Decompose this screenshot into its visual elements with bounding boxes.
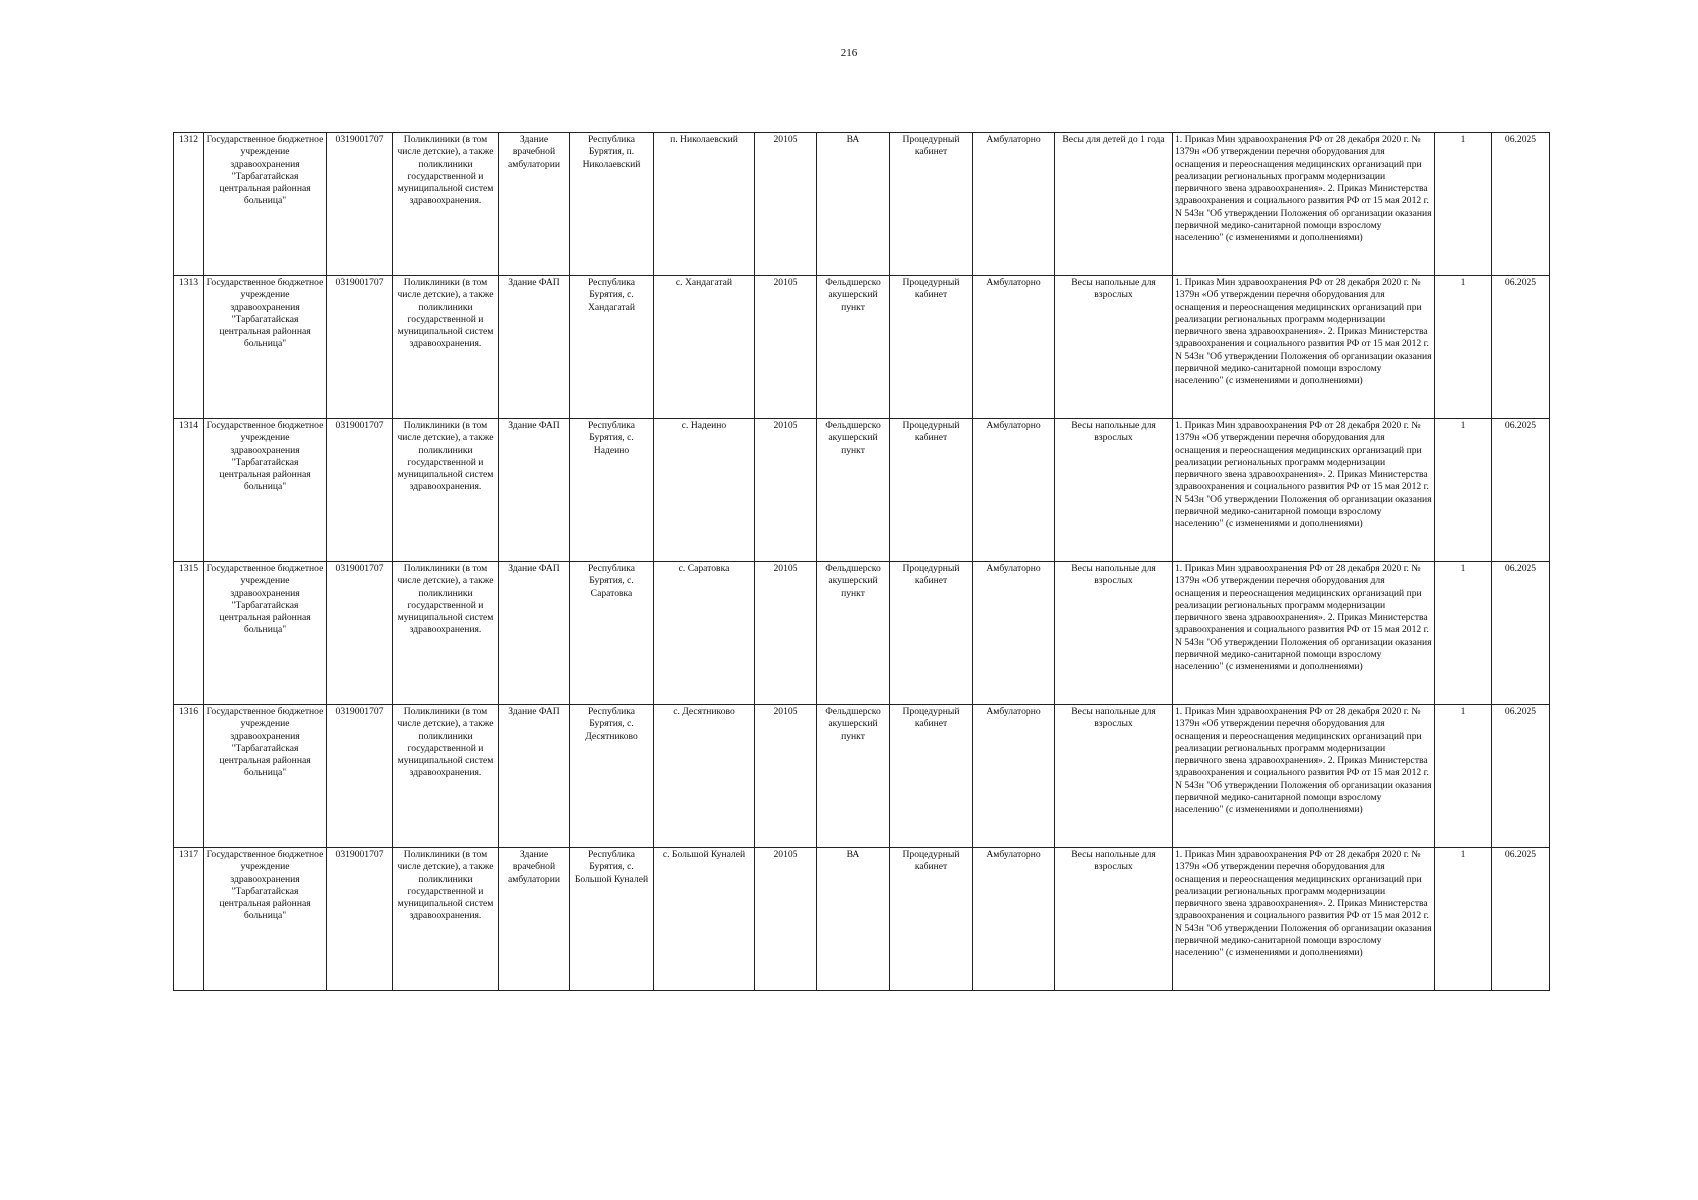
- organization-code: 0319001707: [327, 705, 393, 848]
- quantity: 1: [1435, 419, 1492, 562]
- organization-name: Государственное бюджетное учреждение здравоохранения "Тарбагатайская центральная районная больница": [204, 705, 327, 848]
- equipment-name: Весы напольные для взрослых: [1055, 276, 1173, 419]
- okved-code: 20105: [755, 705, 817, 848]
- table-row: [174, 848, 1550, 991]
- address: Республика Бурятия, с. Хандагатай: [570, 276, 654, 419]
- equipment-name: Весы напольные для взрослых: [1055, 562, 1173, 705]
- delivery-date: 06.2025: [1492, 133, 1550, 276]
- delivery-date: 06.2025: [1492, 705, 1550, 848]
- table-row: [174, 562, 1550, 705]
- delivery-date: 06.2025: [1492, 562, 1550, 705]
- organization-name: Государственное бюджетное учреждение здравоохранения "Тарбагатайская центральная районная больница": [204, 133, 327, 276]
- organization-code: 0319001707: [327, 133, 393, 276]
- organization-name: Государственное бюджетное учреждение здравоохранения "Тарбагатайская центральная районная больница": [204, 848, 327, 991]
- quantity: 1: [1435, 562, 1492, 705]
- legal-basis: 1. Приказ Мин здравоохранения РФ от 28 декабря 2020 г. № 1379н «Об утверждении перечня оборудования для оснащения и переоснащения медицинских организаций при реализации региональных программ модернизации первичного звена здравоохранения». 2. Приказ Министерства здравоохранения и социального развития РФ от 15 мая 2012 г. N 543н "Об утверждении Положения об организации оказания первичной медико-санитарной помощи взрослому населению" (с изменениями и дополнениями): [1173, 419, 1435, 562]
- table-row: [174, 419, 1550, 562]
- equipment-registry-table: [173, 132, 1550, 991]
- settlement: с. Десятниково: [654, 705, 755, 848]
- building: Здание врачебной амбулатории: [499, 848, 570, 991]
- facility-type: Поликлиники (в том числе детские), а также поликлиники государственной и муниципальной систем здравоохранения.: [393, 705, 499, 848]
- quantity: 1: [1435, 848, 1492, 991]
- organization-name: Государственное бюджетное учреждение здравоохранения "Тарбагатайская центральная районная больница": [204, 419, 327, 562]
- settlement: с. Саратовка: [654, 562, 755, 705]
- room: Процедурный кабинет: [890, 419, 973, 562]
- equipment-name: Весы для детей до 1 года: [1055, 133, 1173, 276]
- care-condition: Амбулаторно: [973, 848, 1055, 991]
- okved-code: 20105: [755, 848, 817, 991]
- address: Республика Бурятия, с. Надеино: [570, 419, 654, 562]
- okved-code: 20105: [755, 276, 817, 419]
- settlement: с. Хандагатай: [654, 276, 755, 419]
- row-number: 1312: [174, 133, 204, 276]
- facility-type: Поликлиники (в том числе детские), а также поликлиники государственной и муниципальной систем здравоохранения.: [393, 848, 499, 991]
- unit: ВА: [817, 848, 890, 991]
- row-number: 1314: [174, 419, 204, 562]
- address: Республика Бурятия, п. Николаевский: [570, 133, 654, 276]
- care-condition: Амбулаторно: [973, 419, 1055, 562]
- building: Здание врачебной амбулатории: [499, 133, 570, 276]
- room: Процедурный кабинет: [890, 848, 973, 991]
- room: Процедурный кабинет: [890, 705, 973, 848]
- row-number: 1317: [174, 848, 204, 991]
- facility-type: Поликлиники (в том числе детские), а также поликлиники государственной и муниципальной систем здравоохранения.: [393, 133, 499, 276]
- building: Здание ФАП: [499, 419, 570, 562]
- delivery-date: 06.2025: [1492, 848, 1550, 991]
- table-row: [174, 276, 1550, 419]
- care-condition: Амбулаторно: [973, 705, 1055, 848]
- legal-basis: 1. Приказ Мин здравоохранения РФ от 28 декабря 2020 г. № 1379н «Об утверждении перечня оборудования для оснащения и переоснащения медицинских организаций при реализации региональных программ модернизации первичного звена здравоохранения». 2. Приказ Министерства здравоохранения и социального развития РФ от 15 мая 2012 г. N 543н "Об утверждении Положения об организации оказания первичной медико-санитарной помощи взрослому населению" (с изменениями и дополнениями): [1173, 133, 1435, 276]
- row-number: 1316: [174, 705, 204, 848]
- okved-code: 20105: [755, 562, 817, 705]
- equipment-name: Весы напольные для взрослых: [1055, 705, 1173, 848]
- organization-name: Государственное бюджетное учреждение здравоохранения "Тарбагатайская центральная районная больница": [204, 276, 327, 419]
- building: Здание ФАП: [499, 562, 570, 705]
- organization-code: 0319001707: [327, 276, 393, 419]
- facility-type: Поликлиники (в том числе детские), а также поликлиники государственной и муниципальной систем здравоохранения.: [393, 276, 499, 419]
- building: Здание ФАП: [499, 705, 570, 848]
- facility-type: Поликлиники (в том числе детские), а также поликлиники государственной и муниципальной систем здравоохранения.: [393, 419, 499, 562]
- legal-basis: 1. Приказ Мин здравоохранения РФ от 28 декабря 2020 г. № 1379н «Об утверждении перечня оборудования для оснащения и переоснащения медицинских организаций при реализации региональных программ модернизации первичного звена здравоохранения». 2. Приказ Министерства здравоохранения и социального развития РФ от 15 мая 2012 г. N 543н "Об утверждении Положения об организации оказания первичной медико-санитарной помощи взрослому населению" (с изменениями и дополнениями): [1173, 562, 1435, 705]
- legal-basis: 1. Приказ Мин здравоохранения РФ от 28 декабря 2020 г. № 1379н «Об утверждении перечня оборудования для оснащения и переоснащения медицинских организаций при реализации региональных программ модернизации первичного звена здравоохранения». 2. Приказ Министерства здравоохранения и социального развития РФ от 15 мая 2012 г. N 543н "Об утверждении Положения об организации оказания первичной медико-санитарной помощи взрослому населению" (с изменениями и дополнениями): [1173, 705, 1435, 848]
- room: Процедурный кабинет: [890, 562, 973, 705]
- page-number: 216: [840, 47, 858, 59]
- facility-type: Поликлиники (в том числе детские), а также поликлиники государственной и муниципальной систем здравоохранения.: [393, 562, 499, 705]
- unit: Фельдшерско акушерский пункт: [817, 276, 890, 419]
- address: Республика Бурятия, с. Саратовка: [570, 562, 654, 705]
- room: Процедурный кабинет: [890, 133, 973, 276]
- address: Республика Бурятия, с. Большой Куналей: [570, 848, 654, 991]
- care-condition: Амбулаторно: [973, 562, 1055, 705]
- equipment-name: Весы напольные для взрослых: [1055, 419, 1173, 562]
- organization-name: Государственное бюджетное учреждение здравоохранения "Тарбагатайская центральная районная больница": [204, 562, 327, 705]
- unit: Фельдшерско акушерский пункт: [817, 705, 890, 848]
- building: Здание ФАП: [499, 276, 570, 419]
- address: Республика Бурятия, с. Десятниково: [570, 705, 654, 848]
- room: Процедурный кабинет: [890, 276, 973, 419]
- organization-code: 0319001707: [327, 419, 393, 562]
- settlement: п. Николаевский: [654, 133, 755, 276]
- care-condition: Амбулаторно: [973, 133, 1055, 276]
- unit: Фельдшерско акушерский пункт: [817, 562, 890, 705]
- equipment-name: Весы напольные для взрослых: [1055, 848, 1173, 991]
- row-number: 1313: [174, 276, 204, 419]
- organization-code: 0319001707: [327, 848, 393, 991]
- care-condition: Амбулаторно: [973, 276, 1055, 419]
- legal-basis: 1. Приказ Мин здравоохранения РФ от 28 декабря 2020 г. № 1379н «Об утверждении перечня оборудования для оснащения и переоснащения медицинских организаций при реализации региональных программ модернизации первичного звена здравоохранения». 2. Приказ Министерства здравоохранения и социального развития РФ от 15 мая 2012 г. N 543н "Об утверждении Положения об организации оказания первичной медико-санитарной помощи взрослому населению" (с изменениями и дополнениями): [1173, 276, 1435, 419]
- quantity: 1: [1435, 705, 1492, 848]
- table-row: [174, 705, 1550, 848]
- quantity: 1: [1435, 276, 1492, 419]
- legal-basis: 1. Приказ Мин здравоохранения РФ от 28 декабря 2020 г. № 1379н «Об утверждении перечня оборудования для оснащения и переоснащения медицинских организаций при реализации региональных программ модернизации первичного звена здравоохранения». 2. Приказ Министерства здравоохранения и социального развития РФ от 15 мая 2012 г. N 543н "Об утверждении Положения об организации оказания первичной медико-санитарной помощи взрослому населению" (с изменениями и дополнениями): [1173, 848, 1435, 991]
- row-number: 1315: [174, 562, 204, 705]
- okved-code: 20105: [755, 133, 817, 276]
- quantity: 1: [1435, 133, 1492, 276]
- settlement: с. Большой Куналей: [654, 848, 755, 991]
- table-row: [174, 133, 1550, 276]
- delivery-date: 06.2025: [1492, 419, 1550, 562]
- unit: Фельдшерско акушерский пункт: [817, 419, 890, 562]
- okved-code: 20105: [755, 419, 817, 562]
- delivery-date: 06.2025: [1492, 276, 1550, 419]
- unit: ВА: [817, 133, 890, 276]
- organization-code: 0319001707: [327, 562, 393, 705]
- settlement: с. Надеино: [654, 419, 755, 562]
